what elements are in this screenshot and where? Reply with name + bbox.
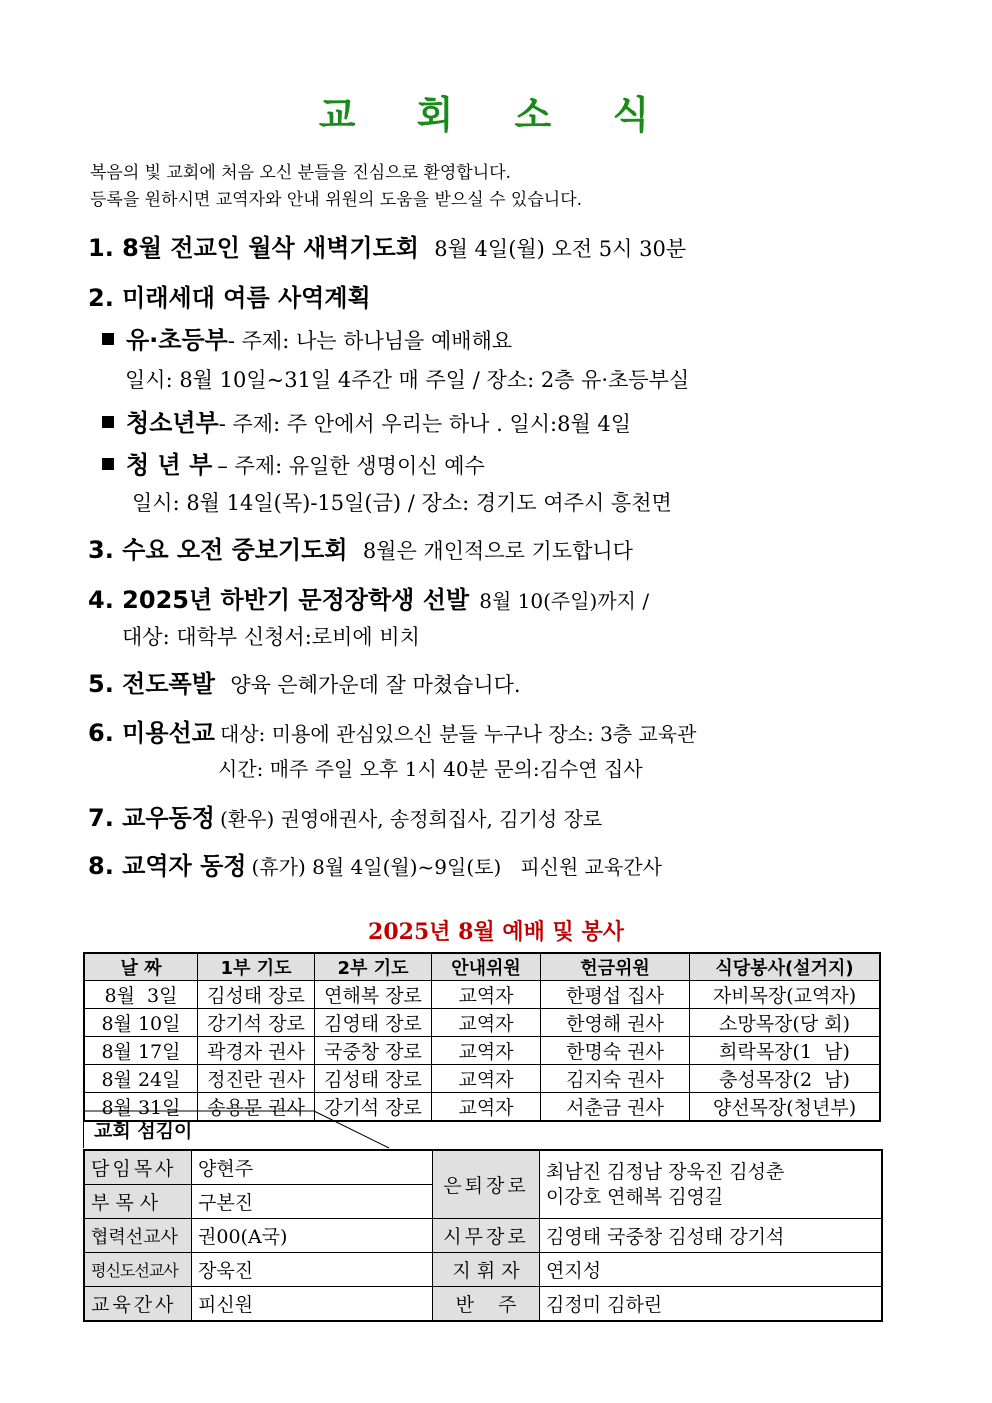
- news-item-7: [88, 798, 602, 833]
- subitem-heading: 청 년 부: [126, 451, 213, 479]
- news-item-5: [88, 664, 521, 699]
- role-label: 시무장로: [433, 1219, 540, 1253]
- item-detail: 양육 은혜가운데 잘 마쳤습니다.: [230, 673, 521, 697]
- servants-title: 교회 섬김이: [94, 1120, 193, 1142]
- news-subitem-kids: [102, 320, 512, 355]
- item-detail-line: 대상: 대학부 신청서:로비에 비치: [122, 625, 420, 649]
- table-cell: 김지숙 권사: [541, 1065, 690, 1093]
- column-header: 1부 기도: [198, 953, 315, 981]
- item-heading: 4. 2025년 하반기 문정장학생 선발: [88, 586, 470, 614]
- table-cell: 정진란 권사: [198, 1065, 315, 1093]
- date-cell: 8월 24일: [84, 1065, 198, 1093]
- table-row: [84, 1287, 882, 1322]
- subitem-detail: - 주제: 나는 하나님을 예배해요: [227, 329, 513, 353]
- table-row: [84, 1219, 882, 1253]
- date-cell: 8월 17일: [84, 1037, 198, 1065]
- table-cell: 한평섭 집사: [541, 981, 690, 1009]
- table-cell: 교역자: [432, 1065, 541, 1093]
- schedule-table: [83, 952, 881, 1122]
- item-detail: 8월 4일(월) 오전 5시 30분: [434, 237, 687, 261]
- column-header: 2부 기도: [315, 953, 432, 981]
- item-heading: 5. 전도폭발: [88, 670, 215, 698]
- table-cell: 송용문 권사: [198, 1093, 315, 1122]
- news-subitem-young-adults: [102, 445, 485, 480]
- table-cell: 교역자: [432, 981, 541, 1009]
- item-detail: 8월은 개인적으로 기도합니다: [362, 539, 633, 563]
- table-cell: 양선목장(청년부): [690, 1093, 881, 1122]
- table-cell: 강기석 장로: [198, 1009, 315, 1037]
- subitem-heading: 청소년부: [126, 409, 219, 437]
- news-item-1: [88, 228, 686, 263]
- item-heading: 3. 수요 오전 중보기도회: [88, 536, 348, 564]
- table-cell: 소망목장(당 회): [690, 1009, 881, 1037]
- table-cell: 교역자: [432, 1093, 541, 1122]
- table-cell: 한영해 권사: [541, 1009, 690, 1037]
- role-label: 지 휘 자: [433, 1253, 540, 1287]
- item-detail: (휴가) 8월 4일(월)~9일(토) 피신원 교육간사: [251, 855, 662, 879]
- table-cell: 김영태 장로: [315, 1009, 432, 1037]
- schedule-header-row: [84, 953, 880, 981]
- page-title: 교 회 소 식: [318, 93, 674, 137]
- role-value: 연지성: [540, 1253, 883, 1287]
- role-value: 피신원: [192, 1287, 433, 1322]
- servants-table: [83, 1149, 883, 1322]
- role-label: 담임목사: [84, 1150, 192, 1185]
- role-label: 은퇴장로: [433, 1150, 540, 1219]
- table-cell: 교역자: [432, 1009, 541, 1037]
- table-cell: 강기석 장로: [315, 1093, 432, 1122]
- date-cell: 8월 10일: [84, 1009, 198, 1037]
- item-heading: 7. 교우동정: [88, 804, 215, 832]
- item-heading: 8. 교역자 동정: [88, 852, 247, 880]
- table-cell: 곽경자 권사: [198, 1037, 315, 1065]
- item-detail: (환우) 권영애권사, 송정희집사, 김기성 장로: [220, 807, 603, 831]
- table-row: [84, 981, 880, 1009]
- table-cell: 김성태 장로: [315, 1065, 432, 1093]
- date-cell: 8월 31일: [84, 1093, 198, 1122]
- role-value: 구본진: [192, 1185, 433, 1219]
- item-heading: 6. 미용선교: [88, 719, 215, 747]
- table-row: [84, 1037, 880, 1065]
- role-value: 김영태 국중창 김성태 강기석: [540, 1219, 883, 1253]
- role-value: 김정미 김하린: [540, 1287, 883, 1322]
- table-cell: 희락목장(1 남): [690, 1037, 881, 1065]
- table-cell: 교역자: [432, 1037, 541, 1065]
- role-value-multi: [540, 1150, 883, 1219]
- square-bullet-icon: [102, 333, 114, 345]
- item-heading: 2. 미래세대 여름 사역계획: [88, 284, 371, 312]
- role-value: 권00(A국): [192, 1219, 433, 1253]
- subitem-detail: – 주제: 유일한 생명이신 예수: [217, 454, 485, 478]
- table-row: [84, 1009, 880, 1037]
- table-cell: 국중창 장로: [315, 1037, 432, 1065]
- welcome-line: 등록을 원하시면 교역자와 안내 위원의 도움을 받으실 수 있습니다.: [90, 190, 583, 210]
- subitem-heading: 유·초등부: [126, 326, 228, 354]
- role-label: 평신도선교사: [84, 1253, 192, 1287]
- welcome-message: [90, 160, 582, 214]
- item-detail: 대상: 미용에 관심있으신 분들 누구나 장소: 3층 교육관: [220, 722, 697, 746]
- column-header: 날 짜: [84, 953, 198, 981]
- role-value-line: 최남진 김정남 장욱진 김성춘: [546, 1160, 785, 1183]
- square-bullet-icon: [102, 458, 114, 470]
- table-cell: 충성목장(2 남): [690, 1065, 881, 1093]
- news-item-3: [88, 530, 633, 565]
- role-label: 부 목 사: [84, 1185, 192, 1219]
- table-cell: 김성태 장로: [198, 981, 315, 1009]
- subitem-detail-line: 일시: 8월 10일~31일 4주간 매 주일 / 장소: 2층 유·초등부실: [125, 368, 690, 392]
- item-heading: 1. 8월 전교인 월삭 새벽기도회: [88, 234, 419, 262]
- role-label: 반 주: [433, 1287, 540, 1322]
- news-subitem-youth: [102, 403, 631, 438]
- subitem-detail: - 주제: 주 안에서 우리는 하나 . 일시:8월 4일: [218, 412, 632, 436]
- column-header: 식당봉사(설거지): [690, 953, 881, 981]
- square-bullet-icon: [102, 416, 114, 428]
- item-detail: 8월 10(주일)까지 /: [479, 589, 650, 613]
- servants-header: [83, 1110, 882, 1148]
- welcome-line: 복음의 빛 교회에 처음 오신 분들을 진심으로 환영합니다.: [90, 163, 511, 183]
- news-item-6: [88, 713, 696, 748]
- date-cell: 8월 3일: [84, 981, 198, 1009]
- table-cell: 자비목장(교역자): [690, 981, 881, 1009]
- news-item-4: [88, 580, 649, 615]
- table-row: [84, 1065, 880, 1093]
- role-value: 양현주: [192, 1150, 433, 1185]
- news-item-2: [88, 278, 371, 313]
- news-item-8: [88, 846, 662, 881]
- subitem-detail-line: 일시: 8월 14일(목)-15일(금) / 장소: 경기도 여주시 흥천면: [132, 491, 672, 515]
- item-detail-line: 시간: 매주 주일 오후 1시 40분 문의:김수연 집사: [218, 757, 643, 781]
- schedule-title: 2025년 8월 예배 및 봉사: [368, 919, 624, 945]
- column-header: 헌금위원: [541, 953, 690, 981]
- table-cell: 한명숙 권사: [541, 1037, 690, 1065]
- column-header: 안내위원: [432, 953, 541, 981]
- role-label: 협력선교사: [84, 1219, 192, 1253]
- table-cell: 서춘금 권사: [541, 1093, 690, 1122]
- role-label: 교육간사: [84, 1287, 192, 1322]
- table-cell: 연해복 장로: [315, 981, 432, 1009]
- table-row: [84, 1253, 882, 1287]
- role-value: 장욱진: [192, 1253, 433, 1287]
- table-row: [84, 1150, 882, 1185]
- role-value-line: 이강호 연해복 김영길: [546, 1185, 724, 1208]
